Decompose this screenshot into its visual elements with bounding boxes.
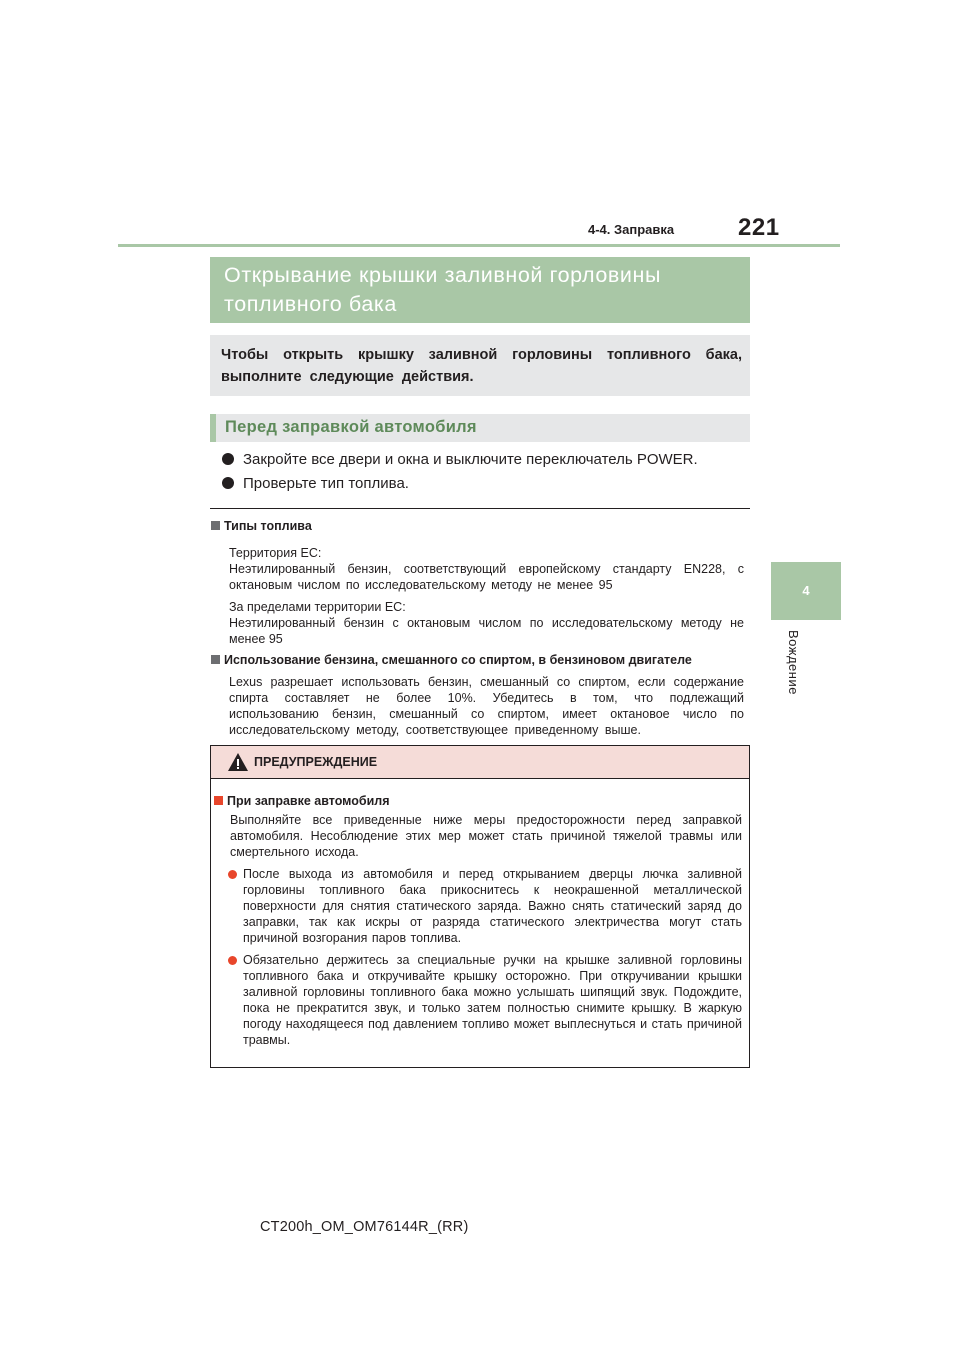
chapter-title-vertical: Вождение <box>786 630 801 695</box>
red-bullet-icon <box>228 870 237 879</box>
ec-label: Территория ЕС: <box>229 546 322 560</box>
warning-box <box>210 745 750 1068</box>
ethanol-heading <box>211 653 692 667</box>
ethanol-text: Lexus разрешает использовать бензин, смешанный со спиртом, если содержание спирта составляет не более 10%. Убедитесь в том, что подлежащий использованию бензин, смешанный со спиртом, имеет октановое число по исследовательскому методу, соответствующее приведенному выше. <box>229 675 744 737</box>
warning-item <box>228 952 742 1048</box>
warning-item-text: После выхода из автомобиля и перед открыванием дверцы лючка заливной горловины топливного бака прикоснитесь к неокрашенной металлической поверхности для снятия статического заряда. Важно снять статический заряд до заправки, так как искры от разряда статического электричества могут стать причиной возгорания паров топлива. <box>243 867 742 945</box>
chapter-tab <box>771 562 841 620</box>
warning-item-text: Обязательно держитесь за специальные ручки на крышке заливной горловины топливного бака и откручивайте крышку осторожно. При откручивании крышки заливной горловины топливного бака можно услышать шипящий звук. Подождите, пока не прекратится звук, и только затем полностью снимите крышку. В жаркую погоду находящееся под давлением топливо может выплеснуться и стать причиной травмы. <box>243 953 742 1047</box>
warning-title: ПРЕДУПРЕЖДЕНИЕ <box>254 755 378 769</box>
fuel-types-heading <box>211 519 312 533</box>
ethanol-heading-text: Использование бензина, смешанного со спиртом, в бензиновом двигателе <box>224 653 692 667</box>
subheading-band <box>210 414 750 442</box>
ec-text: Неэтилированный бензин, соответствующий европейскому стандарту EN228, с октановым числом по исследовательскому методу не менее 95 <box>229 562 744 592</box>
page-title: Открывание крышки заливной горловины топливного бака <box>224 263 662 316</box>
red-bullet-icon <box>228 956 237 965</box>
bullet-dot-icon <box>222 453 234 465</box>
warning-header <box>211 746 749 779</box>
bullet-item <box>222 451 698 468</box>
non-ec-text: Неэтилированный бензин с октановым числом по исследовательскому методу не менее 95 <box>229 616 744 646</box>
bullet-dot-icon <box>222 477 234 489</box>
intro-text: Чтобы открыть крышку заливной горловины топливного бака, выполните следующие действия. <box>221 347 742 385</box>
fuel-types-heading-text: Типы топлива <box>224 519 312 533</box>
warning-subheading <box>214 794 390 808</box>
chapter-number: 4 <box>802 583 810 598</box>
square-bullet-icon <box>211 521 220 530</box>
header-divider <box>118 244 840 247</box>
square-bullet-icon <box>214 796 223 805</box>
section-title: 4-4. Заправка <box>588 222 675 237</box>
bullet-text: Закройте все двери и окна и выключите переключатель POWER. <box>243 451 698 468</box>
warning-subheading-text: При заправке автомобиля <box>227 794 390 808</box>
page-number: 221 <box>738 214 780 241</box>
warning-item <box>228 866 742 946</box>
section-divider <box>210 508 750 509</box>
bullet-text: Проверьте тип топлива. <box>243 475 409 492</box>
footer-code: CT200h_OM_OM76144R_(RR) <box>260 1219 469 1235</box>
warning-triangle-icon <box>228 753 248 771</box>
subheading: Перед заправкой автомобиля <box>225 418 477 436</box>
square-bullet-icon <box>211 655 220 664</box>
warning-intro: Выполняйте все приведенные ниже меры предосторожности перед заправкой автомобиля. Несоблюдение этих мер может стать причиной тяжелой травмы или смертельного исхода. <box>230 813 742 859</box>
intro-box <box>210 335 750 396</box>
non-ec-label: За пределами территории ЕС: <box>229 600 406 614</box>
bullet-item <box>222 475 409 492</box>
page-title-band <box>210 257 750 323</box>
